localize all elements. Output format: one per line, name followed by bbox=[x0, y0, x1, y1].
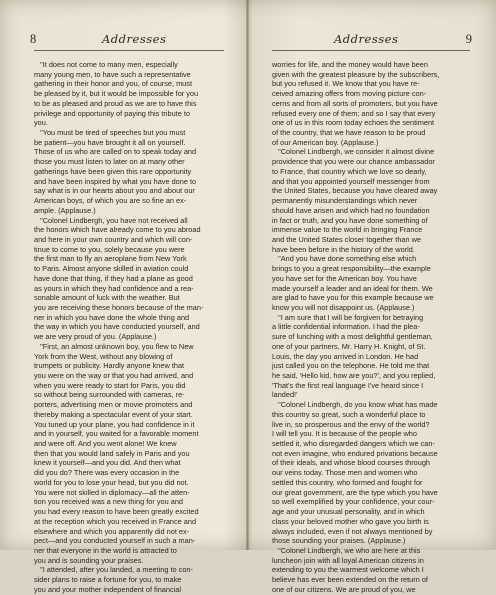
text-line: settled this country, who formed and fought for bbox=[272, 477, 423, 487]
text-line: Louis, the day you arrived in London. He had bbox=[272, 351, 419, 361]
right-running-title: Addresses bbox=[334, 32, 399, 46]
text-line: ner in which you have done the whole thing and bbox=[34, 312, 190, 322]
text-line: know you will not disappoint us. (Applause.) bbox=[272, 302, 415, 312]
text-line: believe has ever been extended on the return of bbox=[272, 575, 428, 585]
text-line: trumpets or publicity. Hardly anyone knew that bbox=[34, 361, 185, 371]
text-line: ceived amazing offers from moving picture con- bbox=[272, 89, 427, 99]
text-line: those you must listen to later on at many other bbox=[34, 157, 185, 167]
text-line: sider plans to raise a fortune for you, to make bbox=[34, 575, 182, 585]
text-line: the honors which have already come to you abroad bbox=[34, 225, 201, 235]
text-line: to Paris. Almost anyone skilled in aviation could bbox=[34, 264, 189, 274]
text-line: extending to you the warmest welcome which I bbox=[272, 565, 424, 575]
text-line: "I am sure that I will be forgiven for betraying bbox=[272, 312, 424, 322]
text-line: and that you appointed yourself messenger from bbox=[272, 176, 430, 186]
text-line: you. bbox=[34, 118, 48, 128]
text-line: you had every reason to have been greatly excited bbox=[34, 507, 199, 517]
text-line: one of our citizens. We are proud of you, we bbox=[272, 584, 416, 594]
text-line: given with the greatest pleasure by the subscribers, bbox=[272, 69, 440, 79]
text-line: refused every one of them; and so I say that every bbox=[272, 108, 436, 118]
text-line: this country so great, such a wonderful place to bbox=[272, 409, 426, 419]
text-line: tion you received was a new thing for you and bbox=[34, 497, 184, 507]
text-line: you have set for the American boy. You have bbox=[272, 273, 417, 283]
text-line: as yours in which they had confidence and a rea- bbox=[34, 283, 194, 293]
right-page-body bbox=[272, 60, 470, 595]
text-line: knew it yourself—and you did. And then what bbox=[34, 458, 181, 468]
text-line: you were on the way or that you had arrived, and bbox=[34, 371, 194, 380]
text-line: brings to you a great responsibility—the example bbox=[272, 264, 431, 274]
text-line: made yourself a leader and an ideal for them. We bbox=[272, 283, 433, 293]
text-line: did you do? There was every occasion in the bbox=[34, 468, 180, 478]
text-line: porters, advertising men or movie promoters and bbox=[34, 400, 193, 410]
text-line: class your beloved mother who gave you birth is bbox=[272, 516, 429, 526]
left-page-body bbox=[34, 60, 224, 595]
text-line: the first man to fly an aeroplane from New York bbox=[34, 254, 187, 264]
text-line: ample. (Applause.) bbox=[34, 205, 96, 215]
text-line: gatherings have been given this rare opportunity bbox=[34, 166, 192, 176]
text-line: have been before in the history of the world. bbox=[272, 244, 415, 254]
right-page-header bbox=[272, 32, 472, 46]
text-line: of the country, that we have reason to be proud bbox=[272, 128, 426, 138]
text-line: in fact or truth, and you have done something of bbox=[272, 215, 428, 225]
text-line: you are receiving these honors because of the man- bbox=[34, 302, 204, 312]
left-page bbox=[0, 0, 246, 594]
text-line: providence that you were our chance ambassador bbox=[272, 157, 435, 167]
text-line: I will tell you. It is because of the people who bbox=[272, 429, 417, 439]
text-line: but you refused it. We know that you have re- bbox=[272, 79, 420, 89]
text-line: one of your partners, Mr. Harry H. Knight, of St. bbox=[272, 341, 426, 351]
right-header-rule bbox=[272, 50, 470, 51]
text-line: settled it, who disregarded dangers which we can- bbox=[272, 439, 435, 449]
text-line: "I attended, after you landed, a meeting to con- bbox=[34, 565, 193, 575]
text-line: be pleased by it, but it would be impossible for you bbox=[34, 89, 199, 99]
text-line: Those of us who are called on to speak today and bbox=[34, 147, 197, 157]
text-line: luncheon join with all loyal American citizens in bbox=[272, 555, 424, 565]
text-line: the way in which you have conducted yourself, and bbox=[34, 322, 200, 332]
text-line: "Colonel Lindbergh, we consider it almost divine bbox=[272, 147, 435, 157]
text-line: so without being surrounded with cameras, re- bbox=[34, 390, 185, 400]
text-line: be patient—you have brought it all on yourself. bbox=[34, 137, 186, 147]
text-line: have done that thing, if they had a plane as good bbox=[34, 273, 193, 283]
text-line: sonable amount of luck with the weather. But bbox=[34, 293, 180, 303]
right-page bbox=[250, 0, 496, 594]
text-line: You tuned up your plane, you had confidence in it bbox=[34, 419, 195, 429]
text-line: to be as pleased and proud as we are to have this bbox=[34, 98, 197, 108]
text-line: at the reception which you received in France and bbox=[34, 516, 197, 526]
text-line: immense value to the world in bringing France bbox=[272, 225, 423, 235]
text-line: and here in your own country and which will con- bbox=[34, 234, 193, 244]
text-line: elsewhere and which you apparently did not ex- bbox=[34, 526, 190, 536]
text-line: cerns and from all sorts of promoters, but you have bbox=[272, 98, 438, 108]
text-line: ner that everyone in the world is attracted to bbox=[34, 545, 177, 555]
text-line: gathering in their honor and you, of course, must bbox=[34, 79, 192, 89]
left-page-header bbox=[30, 32, 220, 46]
text-line: age and your unusual personality, and in which bbox=[272, 507, 425, 517]
text-line: permanently misunderstandings which never bbox=[272, 196, 418, 206]
text-line: "Colonel Lindbergh, you have not received all bbox=[34, 215, 188, 225]
text-line: live in, so prosperous and the envy of the world? bbox=[272, 419, 430, 429]
left-page-number: 8 bbox=[30, 32, 37, 46]
text-line: landed!' bbox=[272, 390, 298, 400]
text-line: and the United States closer together than we bbox=[272, 234, 422, 244]
text-line: our great government, are the type which you have bbox=[272, 487, 438, 497]
text-line: just called you on the telephone. He told me that bbox=[272, 361, 430, 371]
text-line: he said, 'Hello kid, how are you?', and you replied, bbox=[272, 371, 436, 380]
left-running-title: Addresses bbox=[102, 32, 167, 46]
text-line: and were off. And you went alone! We knew bbox=[34, 439, 177, 449]
text-line: a little confidential information. I had the plea- bbox=[272, 322, 420, 332]
text-line: you and is sounding your praises. bbox=[34, 555, 144, 565]
text-line: "It does not come to many men, especially bbox=[34, 60, 178, 69]
text-line: our veins today. Those men and women who bbox=[272, 468, 418, 478]
text-line: you and your mother independent of financial bbox=[34, 584, 181, 594]
text-line: pect—and you conducted yourself in such a man- bbox=[34, 536, 196, 546]
text-line: "And you have done something else which bbox=[272, 254, 417, 264]
text-line: "You must be tired of speeches but you must bbox=[34, 128, 186, 138]
text-line: then that you would land safely in Paris and you bbox=[34, 448, 190, 458]
text-line: "Colonel Lindbergh, do you know what has made bbox=[272, 400, 438, 410]
right-page-number: 9 bbox=[465, 32, 472, 46]
text-line: so well exemplified by your confidence, your cour- bbox=[272, 497, 435, 507]
text-line: "Colonel Lindbergh, we who are here at this bbox=[272, 545, 421, 555]
text-line: and have been inspired by what you have done to bbox=[34, 176, 197, 186]
text-line: to France, that country which we love so dearly, bbox=[272, 166, 427, 176]
text-line: and in yourself, you waited for a favorable moment bbox=[34, 429, 199, 439]
text-line: when you were ready to start for Paris, you did bbox=[34, 380, 186, 390]
text-line: "First, an almost unknown boy, you flew to New bbox=[34, 341, 194, 351]
text-line: the United States, because you have cleared away bbox=[272, 186, 438, 196]
text-line: one of us in this room today echoes the sentiment bbox=[272, 118, 435, 128]
text-line: should have arisen and which had no foundation bbox=[272, 205, 430, 215]
text-line: those sounding your praises. (Applause.) bbox=[272, 536, 406, 546]
text-line: 'That's the first real language I've heard since I bbox=[272, 380, 424, 390]
text-line: tinue to come to you, solely because you were bbox=[34, 244, 185, 254]
left-header-rule bbox=[34, 50, 224, 51]
text-line: say what is in our hearts about you and about our bbox=[34, 186, 195, 196]
text-line: are glad to have you for this example because we bbox=[272, 293, 434, 303]
text-line: always included, even if not always mentioned by bbox=[272, 526, 433, 536]
text-line: sure of lunching with a most delightful gentleman, bbox=[272, 332, 433, 342]
text-line: many young men, to have such a representative bbox=[34, 69, 191, 79]
text-line: we are very proud of you. (Applause.) bbox=[34, 332, 157, 342]
text-line: privilege and opportunity of paying this tribute to bbox=[34, 108, 190, 118]
text-line: of our American boy. (Applause.) bbox=[272, 137, 379, 147]
text-line: of their ideals, and whose blood courses through bbox=[272, 458, 430, 468]
text-line: You were not skilled in diplomacy—all the atten- bbox=[34, 487, 190, 497]
text-line: thereby making a spectacular event of your start. bbox=[34, 409, 193, 419]
text-line: American boys, of which you are so fine an ex- bbox=[34, 196, 187, 206]
text-line: worries for life, and the money would have been bbox=[272, 60, 428, 69]
text-line: world for you to lose your head, but you did not. bbox=[34, 477, 189, 487]
text-line: York from the West, without any blowing of bbox=[34, 351, 173, 361]
book-spine bbox=[246, 0, 249, 550]
text-line: not even imagine, who endured privations because bbox=[272, 448, 438, 458]
